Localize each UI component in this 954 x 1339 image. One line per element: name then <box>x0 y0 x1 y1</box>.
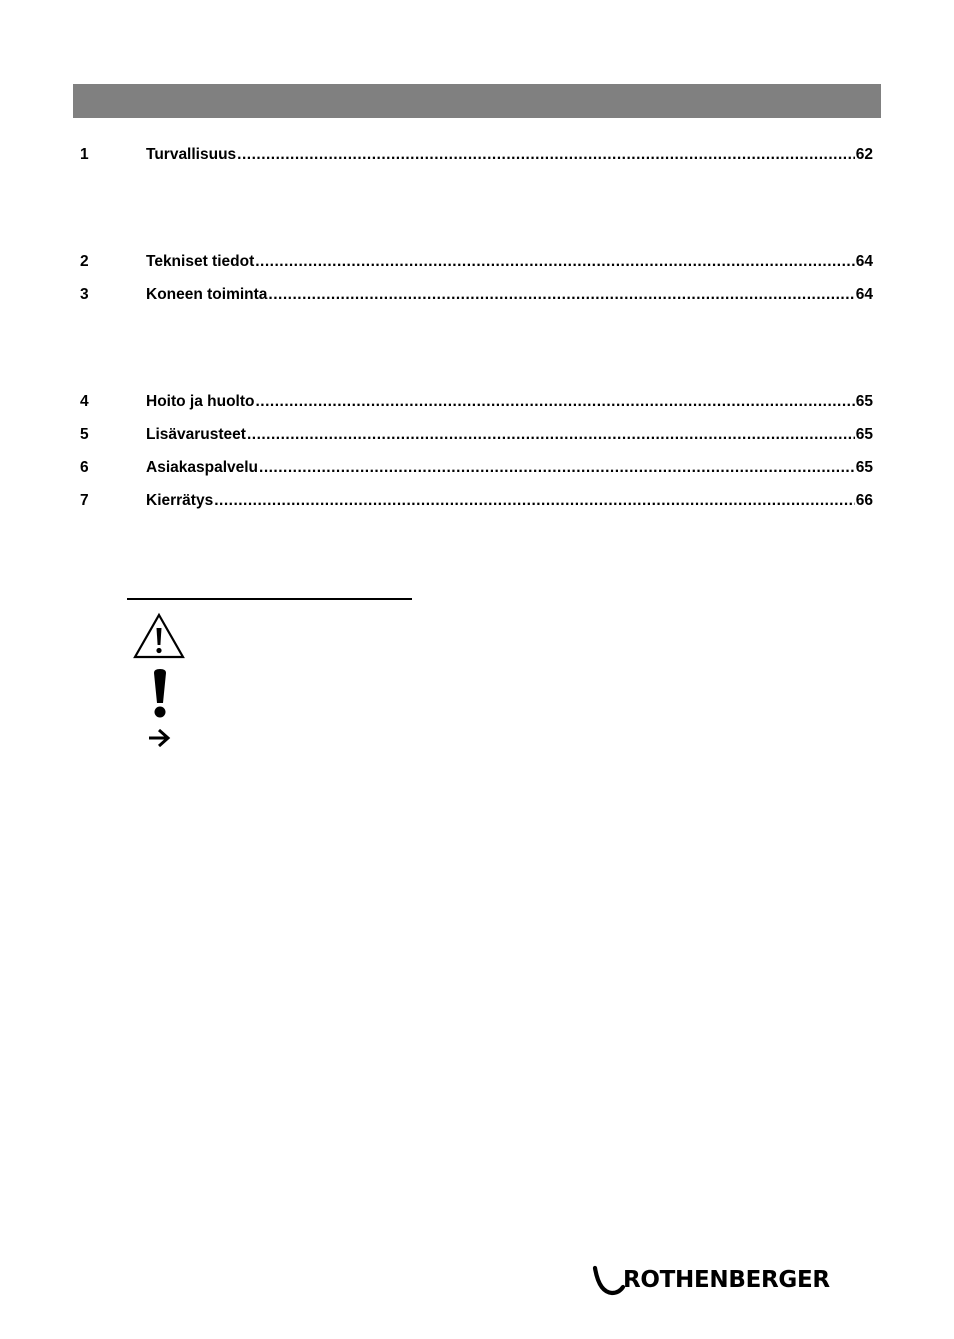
toc-entry-7[interactable] <box>80 491 873 511</box>
toc-title: Lisävarusteet <box>146 426 246 443</box>
toc-title: Koneen toiminta <box>146 286 268 303</box>
toc-number: 3 <box>80 286 89 303</box>
toc-title: Turvallisuus <box>146 146 237 163</box>
symbols-divider <box>127 598 412 600</box>
toc-leader <box>255 252 855 272</box>
toc-number: 2 <box>80 253 89 270</box>
toc-number: 1 <box>80 146 89 163</box>
toc-leader <box>255 392 854 412</box>
toc-page: 65 <box>855 393 873 410</box>
toc-entry-4[interactable] <box>80 392 873 412</box>
toc-number: 5 <box>80 426 89 443</box>
brand-logo-mark-icon <box>592 1262 626 1298</box>
toc-title: Kierrätys <box>146 492 214 509</box>
brand-logo-text: ROTHENBERGER <box>623 1267 830 1293</box>
toc-title: Hoito ja huolto <box>146 393 255 410</box>
toc-page: 64 <box>855 253 873 270</box>
toc-page: 66 <box>855 492 873 509</box>
toc-title: Asiakaspalvelu <box>146 459 259 476</box>
toc-leader <box>237 145 855 165</box>
toc-number: 4 <box>80 393 89 410</box>
warning-triangle-icon <box>132 612 186 659</box>
toc-entry-5[interactable] <box>80 425 873 445</box>
toc-number: 6 <box>80 459 89 476</box>
toc-entry-6[interactable] <box>80 458 873 478</box>
toc-entry-1[interactable] <box>80 145 873 165</box>
toc-leader <box>259 458 855 478</box>
toc-entry-3[interactable] <box>80 285 873 305</box>
brand-logo <box>592 1262 830 1298</box>
toc-leader <box>214 491 855 511</box>
toc-page: 64 <box>855 286 873 303</box>
toc-leader <box>247 425 855 445</box>
header-bar <box>73 84 881 118</box>
exclamation-icon <box>150 668 170 720</box>
toc-entry-2[interactable] <box>80 252 873 272</box>
toc-number: 7 <box>80 492 89 509</box>
toc-title: Tekniset tiedot <box>146 253 255 270</box>
toc-page: 65 <box>855 426 873 443</box>
toc-page: 65 <box>855 459 873 476</box>
arrow-right-icon <box>148 728 172 748</box>
toc-page: 62 <box>855 146 873 163</box>
toc-leader <box>268 285 854 305</box>
